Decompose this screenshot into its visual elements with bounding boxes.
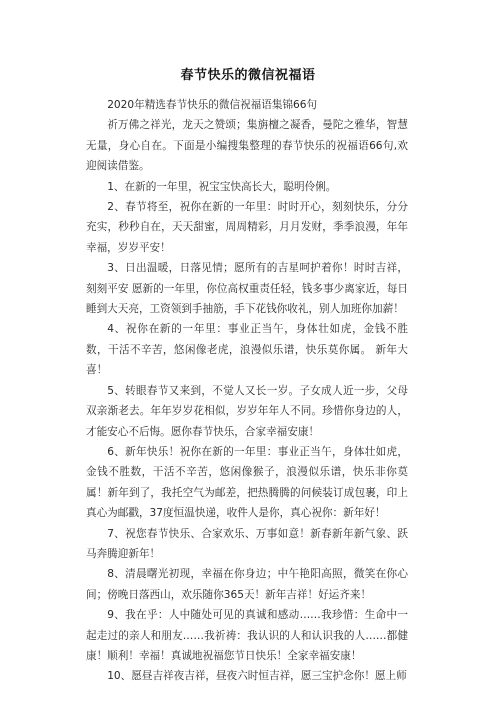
blessing-paragraph-5: 5、转眼春节又来到，不觉人又长一岁。子女成人近一步，父母双亲渐老去。年年岁岁花相似，岁岁年年人不同。珍惜你身边的人，才能安心不后悔。愿你春节快乐，合家幸福安康！ bbox=[86, 384, 408, 438]
blessing-paragraph-10: 10、愿昼吉祥夜吉祥，昼夜六时恒吉祥，愿三宝护念你！愿上师 bbox=[107, 670, 407, 683]
intro-paragraph: 祈万佛之祥光，龙天之赞颂；集旃檀之凝香，曼陀之雅华，智慧无量，身心自在。下面是小编搜集整理的春节快乐的祝福语66句,欢迎阅读借鉴。 bbox=[86, 119, 408, 173]
document-body bbox=[86, 95, 408, 687]
blessing-paragraph-2: 2、春节将至，祝你在新的一年里：时时开心，刻刻快乐，分分充实，秒秒自在，天天甜蜜，周周精彩，月月发财，季季浪漫，年年幸福，岁岁平安！ bbox=[86, 201, 408, 254]
blessing-paragraph-8: 8、清晨曙光初现，幸福在你身边；中午艳阳高照，微笑在你心间；傍晚日落西山，欢乐随你365天！新年吉祥！好运齐来！ bbox=[86, 568, 408, 601]
blessing-paragraph-6: 6、新年快乐！祝你在新的一年里：事业正当午，身体壮如虎，金钱不胜数，干活不辛苦，悠闲像猴子，浪漫似乐谱，快乐非你莫属！新年到了，我托空气为邮差，把热腾腾的问候装订成包裹，印上真心为邮戳，37度恒温快递，收件人是你，真心祝你：新年好！ bbox=[86, 445, 408, 520]
blessing-paragraph-4: 4、祝你在新的一年里：事业正当午，身体壮如虎，金钱不胜数，干活不辛苦，悠闲像老虎，浪漫似乐谱，快乐莫你属。 新年大喜！ bbox=[86, 323, 408, 377]
blessing-paragraph-3: 3、日出温暖，日落见情；愿所有的吉星呵护着你！时时吉祥，刻刻平安 愿新的一年里，你位高权重责任轻，钱多事少离家近，每日睡到大天亮，工资领到手抽筋，手下花钱你收礼，别人加班你加薪！ bbox=[86, 262, 408, 316]
blessing-paragraph-1: 1、在新的一年里，祝宝宝快高长大，聪明伶俐。 bbox=[107, 180, 337, 193]
intro-heading-paragraph: 2020年精选春节快乐的微信祝福语集锦66句 bbox=[107, 99, 318, 111]
blessing-paragraph-7: 7、祝您春节快乐、合家欢乐、万事如意！新春新年新气象、跃马奔腾迎新年！ bbox=[86, 527, 408, 560]
blessing-paragraph-9: 9、我在乎：人中随处可见的真诚和感动……我珍惜：生命中一起走过的亲人和朋友……我祈祷：我认识的人和认识我的人……都健康！顺利！幸福！真诚地祝福您节日快乐！全家幸福安康！ bbox=[86, 609, 408, 662]
document-title: 春节快乐的微信祝福语 bbox=[180, 68, 316, 83]
